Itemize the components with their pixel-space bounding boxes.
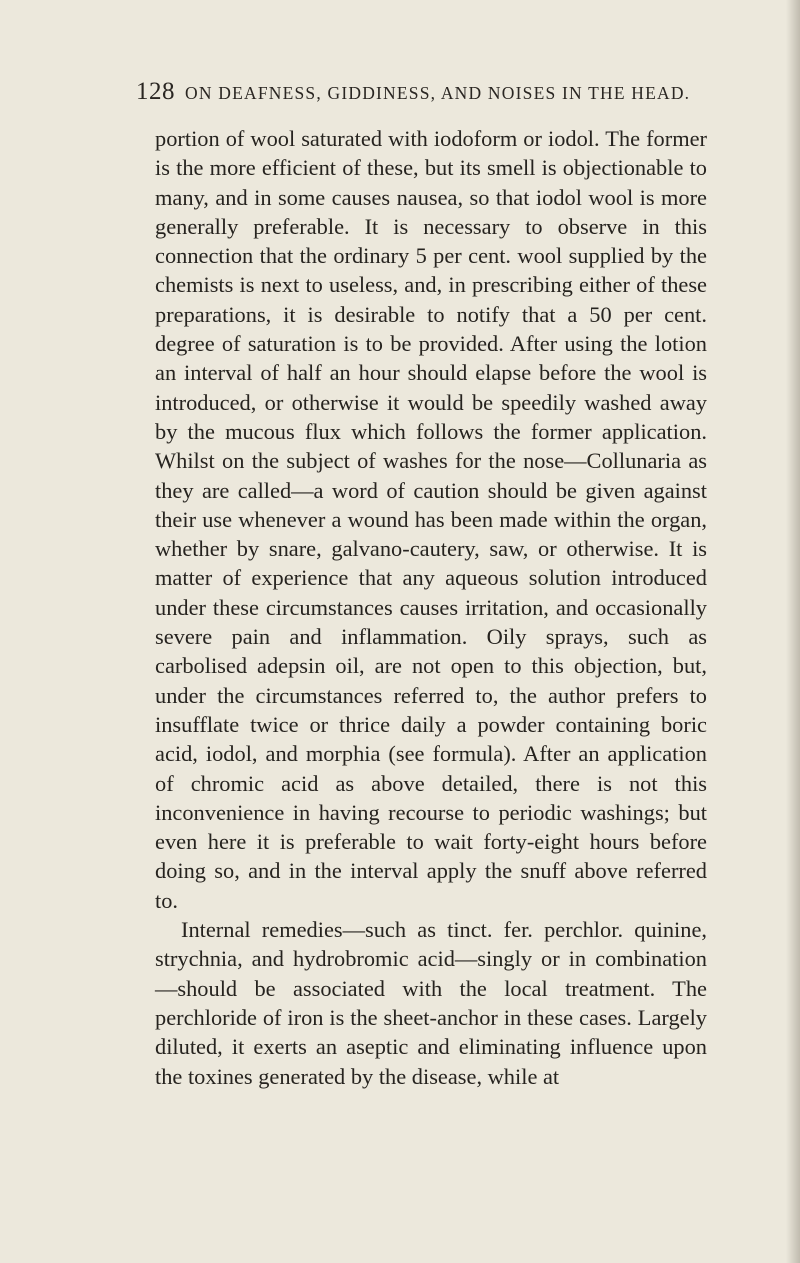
paragraph-2: Internal remedies—such as tinct. fer. perchlor. quinine, strychnia, and hydrobromic acid—singly or in combination —should be associated with the local treatment. The perchloride of iron is the sheet-anchor in these cases. Largely diluted, it exerts an aseptic and eliminating influence upon the toxines generated by the disease, while at	[155, 917, 707, 1089]
page-number: 128	[136, 78, 175, 105]
page-header	[136, 78, 736, 118]
page-edge-shadow	[786, 0, 800, 1263]
running-title: ON DEAFNESS, GIDDINESS, AND NOISES IN THE HEAD.	[185, 83, 691, 103]
body-text	[155, 124, 707, 1091]
paragraph-1: portion of wool saturated with iodoform or iodol. The former is the more efficient of these, but its smell is objectionable to many, and in some causes nausea, so that iodol wool is more generally preferable. It is necessary to observe in this connection that the ordinary 5 per cent. wool supplied by the chemists is next to useless, and, in prescribing either of these preparations, it is desirable to notify that a 50 per cent. degree of saturation is to be provided. After using the lotion an interval of half an hour should elapse before the wool is introduced, or otherwise it would be speedily washed away by the mucous flux which follows the former application. Whilst on the subject of washes for the nose—Collunaria as they are called—a word of caution should be given against their use whenever a wound has been made within the organ, whether by snare, galvano-cautery, saw, or otherwise. It is matter of experience that any aqueous solution introduced under these circumstances causes irritation, and occasionally severe pain and inflammation. Oily sprays, such as carbolised adepsin oil, are not open to this objection, but, under the circumstances referred to, the author prefers to insufflate twice or thrice daily a powder containing boric acid, iodol, and morphia (see formula). After an application of chromic acid as above detailed, there is not this inconvenience in having recourse to periodic washings; but even here it is preferable to wait forty-eight hours before doing so, and in the interval apply the snuff above referred to.	[155, 126, 707, 913]
